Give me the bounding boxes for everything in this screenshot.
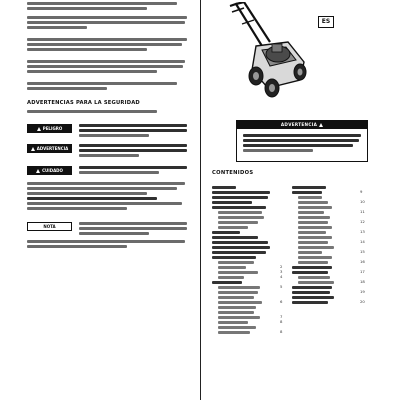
toc-entry: [212, 226, 282, 229]
paragraph-4: [27, 60, 187, 75]
toc-entry: 13: [292, 231, 370, 234]
warning-triangle-icon: [319, 123, 323, 127]
toc-entry: [212, 211, 282, 214]
signal-tag-danger: PELIGRO: [27, 124, 72, 133]
warning-box: [236, 120, 368, 162]
signal-text-note: [79, 222, 189, 237]
warning-triangle-icon: [31, 147, 35, 151]
toc-entry: [292, 236, 370, 239]
toc-entry: [212, 206, 282, 209]
toc-entry: [212, 231, 282, 234]
toc-column-2: [292, 186, 370, 306]
toc-entry: 8: [212, 321, 282, 324]
toc-entry: 8: [212, 331, 282, 334]
signal-text-danger: [79, 124, 189, 139]
toc-entry: 12: [292, 221, 370, 224]
signal-tag-note: NOTA: [27, 222, 72, 231]
toc-entry: [212, 296, 282, 299]
toc-entry: [212, 221, 282, 224]
safety-section-heading: ADVERTENCIAS PARA LA SEGURIDAD: [27, 100, 140, 106]
paragraph-3: [27, 38, 187, 53]
toc-entry: 19: [292, 291, 370, 294]
toc-entry: [292, 186, 370, 189]
paragraph-6: [27, 182, 187, 212]
column-divider: [200, 0, 201, 400]
toc-entry: [212, 256, 282, 259]
warning-box-text: [237, 129, 367, 152]
toc-entry: 20: [292, 301, 370, 304]
toc-entry: 7: [212, 316, 282, 319]
toc-entry: [292, 196, 370, 199]
toc-entry: [212, 306, 282, 309]
signal-row-danger: [27, 124, 190, 140]
toc-entry: [212, 196, 282, 199]
paragraph-1: [27, 2, 187, 12]
toc-entry: 9: [292, 191, 370, 194]
toc-entry: [212, 186, 282, 189]
toc-entry: [212, 311, 282, 314]
toc-entry: 3: [212, 271, 282, 274]
toc-entry: 10: [292, 201, 370, 204]
signal-text-caution: [79, 166, 189, 176]
paragraph-2: [27, 16, 187, 31]
toc-entry: [292, 246, 370, 249]
paragraph-7: [27, 240, 187, 250]
toc-entry: [212, 281, 282, 284]
warning-triangle-icon: [37, 127, 41, 131]
toc-entry: [212, 216, 282, 219]
toc-entry: [212, 291, 282, 294]
toc-entry: [292, 226, 370, 229]
toc-entry: [292, 266, 370, 269]
signal-tag-warning: ADVERTENCIA: [27, 144, 72, 153]
toc-entry: 17: [292, 271, 370, 274]
toc-entry: 18: [292, 281, 370, 284]
contents-heading: CONTENIDOS: [212, 170, 254, 176]
toc-entry: 11: [292, 211, 370, 214]
lawn-mower-illustration: [222, 2, 312, 102]
toc-entry: [212, 261, 282, 264]
toc-entry: 14: [292, 241, 370, 244]
toc-entry: 4: [212, 276, 282, 279]
language-code-box: ES: [318, 16, 334, 28]
warning-box-header: ADVERTENCIA: [237, 121, 367, 129]
signal-tag-caution: CUIDADO: [27, 166, 72, 175]
signal-row-note: [27, 222, 190, 238]
toc-entry: [212, 326, 282, 329]
toc-entry: 16: [292, 261, 370, 264]
toc-entry: [292, 296, 370, 299]
toc-entry: [292, 216, 370, 219]
toc-entry: [292, 256, 370, 259]
toc-entry: [212, 246, 282, 249]
signal-row-warning: [27, 144, 190, 160]
toc-entry: 5: [212, 286, 282, 289]
toc-entry: 2: [212, 266, 282, 269]
safety-intro: [27, 110, 187, 115]
warning-triangle-icon: [36, 169, 40, 173]
toc-entry: [292, 286, 370, 289]
signal-row-caution: [27, 166, 190, 182]
signal-text-warning: [79, 144, 189, 159]
toc-entry: [212, 201, 282, 204]
toc-entry: [212, 251, 282, 254]
toc-entry: [212, 236, 282, 239]
toc-entry: 15: [292, 251, 370, 254]
toc-entry: [212, 191, 282, 194]
toc-entry: [292, 276, 370, 279]
toc-entry: [292, 206, 370, 209]
toc-entry: [212, 241, 282, 244]
toc-entry: 6: [212, 301, 282, 304]
toc-column-1: [212, 186, 282, 336]
paragraph-5: [27, 82, 187, 92]
